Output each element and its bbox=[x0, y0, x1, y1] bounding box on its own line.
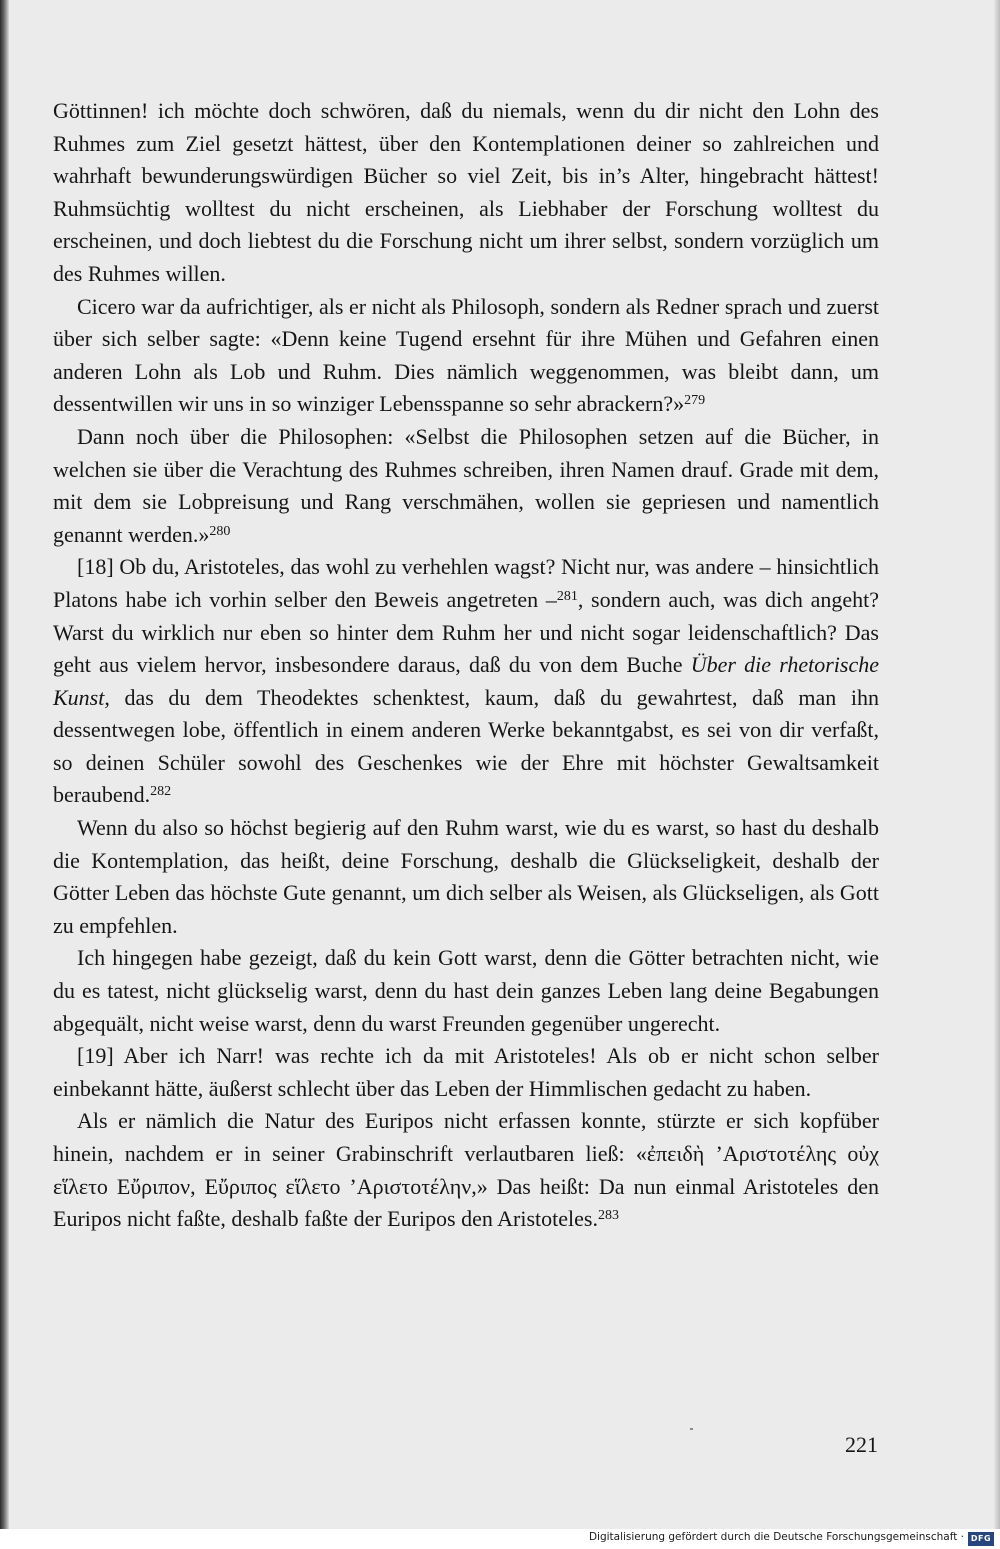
body-text bbox=[53, 95, 879, 1236]
paragraph-8-text: Als er nämlich die Natur des Euripos nicht erfassen konnte, stürzte er sich kopfüber hinein, nachdem er in seiner Grabinschrift verlautbaren ließ: «ἐπειδὴ ’Αριστοτέλης οὐχ εἵλετο Εὔριπον, Εὔριπος εἵλετο ’Αριστοτέλην,» Das heißt: Da nun einmal Aristoteles den Euripos nicht faßte, deshalb faßte der Euripos den Aristoteles. bbox=[53, 1108, 879, 1232]
dfg-logo-icon: DFG bbox=[968, 1532, 994, 1546]
paragraph-3 bbox=[53, 421, 879, 551]
footnote-279: 279 bbox=[684, 393, 706, 409]
footnote-280: 280 bbox=[209, 523, 231, 539]
paragraph-3-text: Dann noch über die Philosophen: «Selbst die Philosophen setzen auf die Bücher, in welchen sie über die Verachtung des Ruhmes schreiben, ihren Namen drauf. Grade mit dem, mit dem sie Lobpreisung und Rang verschmähen, wollen sie gepriesen und namentlich genannt werden.» bbox=[53, 423, 879, 547]
scan-speck bbox=[690, 1428, 693, 1430]
paragraph-6 bbox=[53, 942, 879, 1040]
page-number: 221 bbox=[845, 1432, 878, 1457]
paragraph-4-text-a: [18] Ob du, Aristoteles, das wohl zu verhehlen wagst? Nicht nur, was andere – hinsichtlich Platons habe ich vorhin selber den Beweis angetreten – bbox=[53, 554, 879, 612]
footnote-281: 281 bbox=[556, 588, 578, 604]
scan-shadow-left bbox=[0, 0, 9, 1549]
paragraph-2-text: Cicero war da aufrichtiger, als er nicht als Philosoph, sondern als Redner sprach und zuerst über sich selber sagte: «Denn keine Tugend ersehnt für ihre Mühen und Gefahren einen anderen Lohn als Lob und Ruhm. Dies nämlich weggenommen, was bleibt dann, um dessentwillen wir uns in so winziger Lebensspanne so sehr abrackern?» bbox=[53, 293, 879, 417]
paragraph-4 bbox=[53, 551, 879, 812]
paragraph-8 bbox=[53, 1105, 879, 1235]
paragraph-6-text: Ich hingegen habe gezeigt, daß du kein Gott warst, denn die Götter betrachten nicht, wie du es tatest, nicht glückselig warst, denn du hast dein ganzes Leben lang deine Begabungen abgequält, nicht weise warst, denn du warst Freunden gegenüber ungerecht. bbox=[53, 945, 879, 1036]
footnote-282: 282 bbox=[150, 784, 172, 800]
scan-shadow-right bbox=[994, 0, 1000, 1549]
paragraph-7 bbox=[53, 1040, 879, 1105]
paragraph-4-text-b: , sondern auch, was dich angeht? Warst du wirklich nur eben so hinter dem Ruhm her und nicht sogar leidenschaftlich? Das geht aus vielem hervor, insbesondere daraus, daß du von dem Buche bbox=[53, 586, 879, 678]
paragraph-5 bbox=[53, 812, 879, 942]
paragraph-1 bbox=[53, 95, 879, 291]
book-title-italic: Über die rhetorische Kunst bbox=[53, 652, 879, 710]
footnote-283: 283 bbox=[597, 1208, 619, 1224]
paragraph-5-text: Wenn du also so höchst begierig auf den Ruhm warst, wie du es warst, so hast du deshalb die Kontemplation, das heißt, deine Forschung, deshalb die Glückseligkeit, deshalb der Götter Leben das höchste Gute genannt, um dich selber als Weisen, als Glückseligen, als Gott zu empfehlen. bbox=[53, 815, 879, 938]
funding-credit: Digitalisierung gefördert durch die Deutsche Forschungsgemeinschaft · bbox=[588, 1531, 964, 1543]
paragraph-2 bbox=[53, 291, 879, 421]
paragraph-4-text-c: , das du dem Theodektes schenktest, kaum, daß du gewahrtest, daß man ihn dessentwegen lobe, öffentlich in einem anderen Werke bekanntgabst, es sei von dir verfaßt, so deinen Schüler sowohl des Geschenkes wie der Ehre mit höchster Gewaltsamkeit beraubend. bbox=[53, 684, 879, 808]
paragraph-1-text: Göttinnen! ich möchte doch schwören, daß du niemals, wenn du dir nicht den Lohn des Ruhmes zum Ziel gesetzt hättest, über den Kontemplationen deiner so zahlreichen und wahrhaft bewunderungswürdigen Bücher so viel Zeit, bis in’s Alter, hingebracht hättest! Ruhmsüchtig wolltest du nicht erscheinen, als Liebhaber der Forschung wolltest du erscheinen, und doch liebtest du die Forschung nicht um ihrer selbst, sondern vorzüglich um des Ruhmes willen. bbox=[53, 98, 879, 286]
paragraph-7-text: [19] Aber ich Narr! was rechte ich da mit Aristoteles! Als ob er nicht schon selber einbekannt hätte, äußerst schlecht über das Leben der Himmlischen gedacht zu haben. bbox=[53, 1043, 879, 1101]
